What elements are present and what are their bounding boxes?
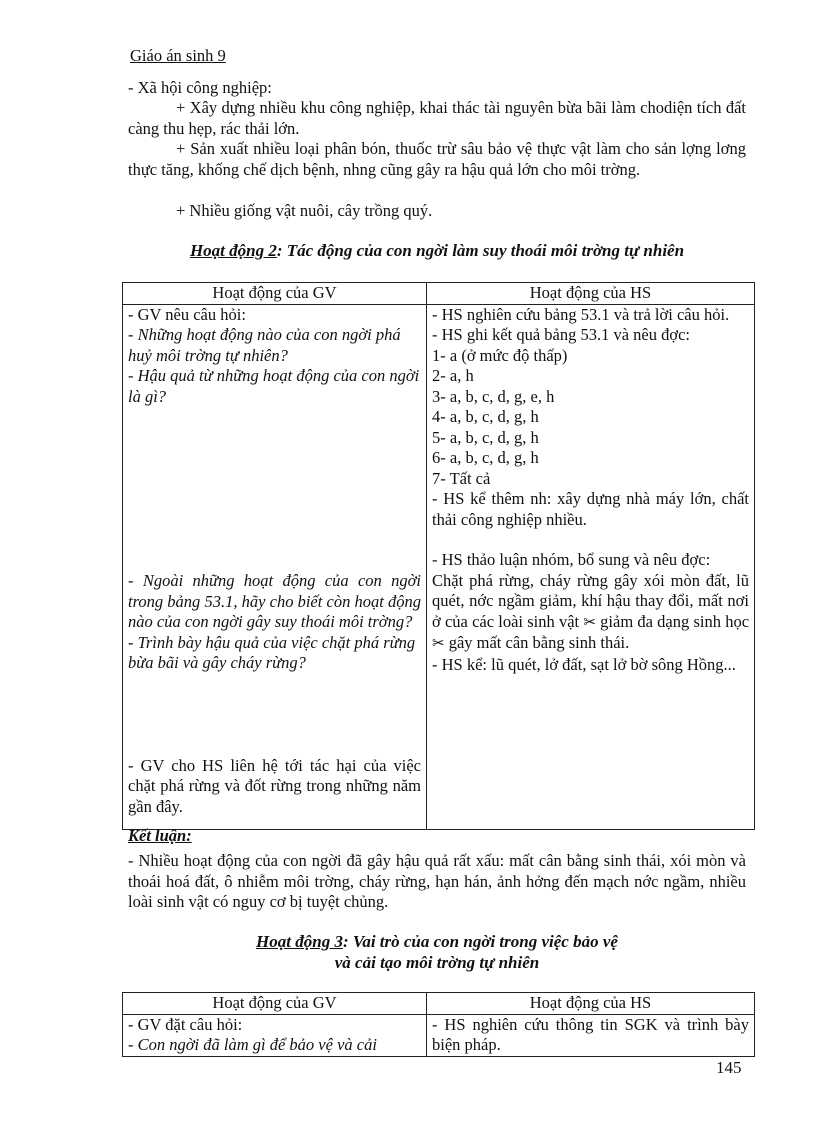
table-row [123,1014,755,1056]
gv-question-3: - Ngoài những hoạt động của con ngời trong bảng 53.1, hãy cho biết còn hoạt động nào của con ngời gây suy thoái môi trờng? [128,571,421,631]
activity-3-title-line-1: : Vai trò của con ngời trong việc bảo vệ [342,932,618,951]
hs-cell [427,304,755,829]
hs-answer-1: - HS nghiên cứu thông tin SGK và trình bày biện pháp. [432,1014,749,1054]
activity-3-heading [122,932,752,953]
activity-2-table [122,282,755,830]
gv-task-5: - GV cho HS liên hệ tới tác hại của việc chặt phá rừng và đốt rừng trong những năm gần đây. [128,755,421,816]
gv-question-1: - Con ngời đã làm gì để bảo vệ và cải [128,1035,377,1054]
gv-question-intro: - GV nêu câu hỏi: [128,304,246,324]
gv-question-intro: - GV đặt câu hỏi: [128,1014,243,1034]
column-header-gv: Hoạt động của GV [123,993,427,1015]
activity-2-heading [122,241,752,262]
gv-cell [123,304,427,829]
table-header-row [123,283,755,305]
conclusion-text: - Nhiều hoạt động của con ngời đã gây hậu quả rất xấu: mất cân bằng sinh thái, xói mòn và thoái hoá đất, ô nhiễm môi trờng, cháy rừng, hạn hán, ảnh hởng đến mạch nớc ngầm, nhiều loài sinh vật có nguy cơ bị tuyệt chủng. [128,851,746,911]
table-row [123,304,755,829]
intro-paragraph-1: + Xây dựng nhiều khu công nghiệp, khai thác tài nguyên bừa bãi làm chodiện tích đất càng thu hẹp, rác thải lớn. [128,98,746,138]
intro-paragraph-3: + Nhiều giống vật nuôi, cây trồng quý. [176,201,433,220]
gv-question-4: - Trình bày hậu quả của việc chặt phá rừng bừa bãi và gây cháy rừng? [128,632,416,672]
arrow-icon: ✂ [583,614,596,631]
gv-question-1: - Những hoạt động nào của con ngời phá huỷ môi trờng tự nhiên? [128,325,401,365]
hs-result-5: 5- a, b, c, d, g, h [432,427,539,447]
hs-result-3: 3- a, b, c, d, g, e, h [432,386,555,406]
hs-result-6: 6- a, b, c, d, g, h [432,448,539,467]
activity-3-title-line-2: và cải tạo môi trờng tự nhiên [334,953,540,972]
activity-2-title: : Tác động của con ngời làm suy thoái môi trờng tự nhiên [276,241,685,260]
header-text: Giáo án sinh 9 [130,46,226,65]
column-header-hs: Hoạt động của HS [427,283,755,305]
column-header-gv: Hoạt động của GV [123,283,427,305]
activity-3-label: Hoạt động 3 [256,932,343,951]
hs-answer-6: - HS kể: lũ quét, lở đất, sạt lở bờ sông Hồng... [432,654,736,674]
page-number: 145 [716,1058,742,1077]
hs-answer-5-part-1: Chặt phá rừng, cháy rừng gây xói mòn đất, lũ quét, nớc ngầm giảm, khí hậu thay đổi, mất nơi ở của các loài sinh vật [432,570,749,631]
hs-answer-1: - HS nghiên cứu bảng 53.1 và trả lời câu hỏi. [432,304,730,324]
intro-paragraph-2: + Sản xuất nhiều loại phân bón, thuốc trừ sâu bảo vệ thực vật làm cho sản lợng lơng thực tăng, khống chế dịch bệnh, nhng cũng gây ra hậu quả lớn cho môi trờng. [128,139,746,179]
arrow-icon: ✂ [432,636,445,652]
hs-result-2: 2- a, h [432,366,474,385]
hs-result-1: 1- a (ở mức độ thấp) [432,345,568,365]
column-header-hs: Hoạt động của HS [427,993,755,1015]
hs-answer-2: - HS ghi kết quả bảng 53.1 và nêu đợc: [432,325,691,344]
activity-3-table [122,992,755,1057]
hs-answer-5-part-2: giảm đa dạng sinh học [600,611,750,631]
hs-cell [427,1014,755,1056]
page-header [130,46,226,67]
activity-2-label: Hoạt động 2 [189,241,277,260]
hs-answer-3: - HS kể thêm nh: xây dựng nhà máy lớn, chất thải công nghiệp nhiều. [432,489,749,529]
gv-cell [123,1014,427,1056]
hs-result-7: 7- Tất cả [432,468,491,488]
hs-answer-4: - HS thảo luận nhóm, bổ sung và nêu đợc: [432,550,711,569]
conclusion-title: Kết luận: [128,826,192,845]
table-header-row [123,993,755,1015]
gv-question-2: - Hậu quả từ những hoạt động của con ngời là gì? [128,366,420,406]
hs-result-4: 4- a, b, c, d, g, h [432,407,539,426]
hs-answer-5-part-3: gây mất cân bằng sinh thái. [448,633,630,652]
intro-line-1: - Xã hội công nghiệp: [128,78,272,97]
hs-answer-5 [432,571,749,655]
